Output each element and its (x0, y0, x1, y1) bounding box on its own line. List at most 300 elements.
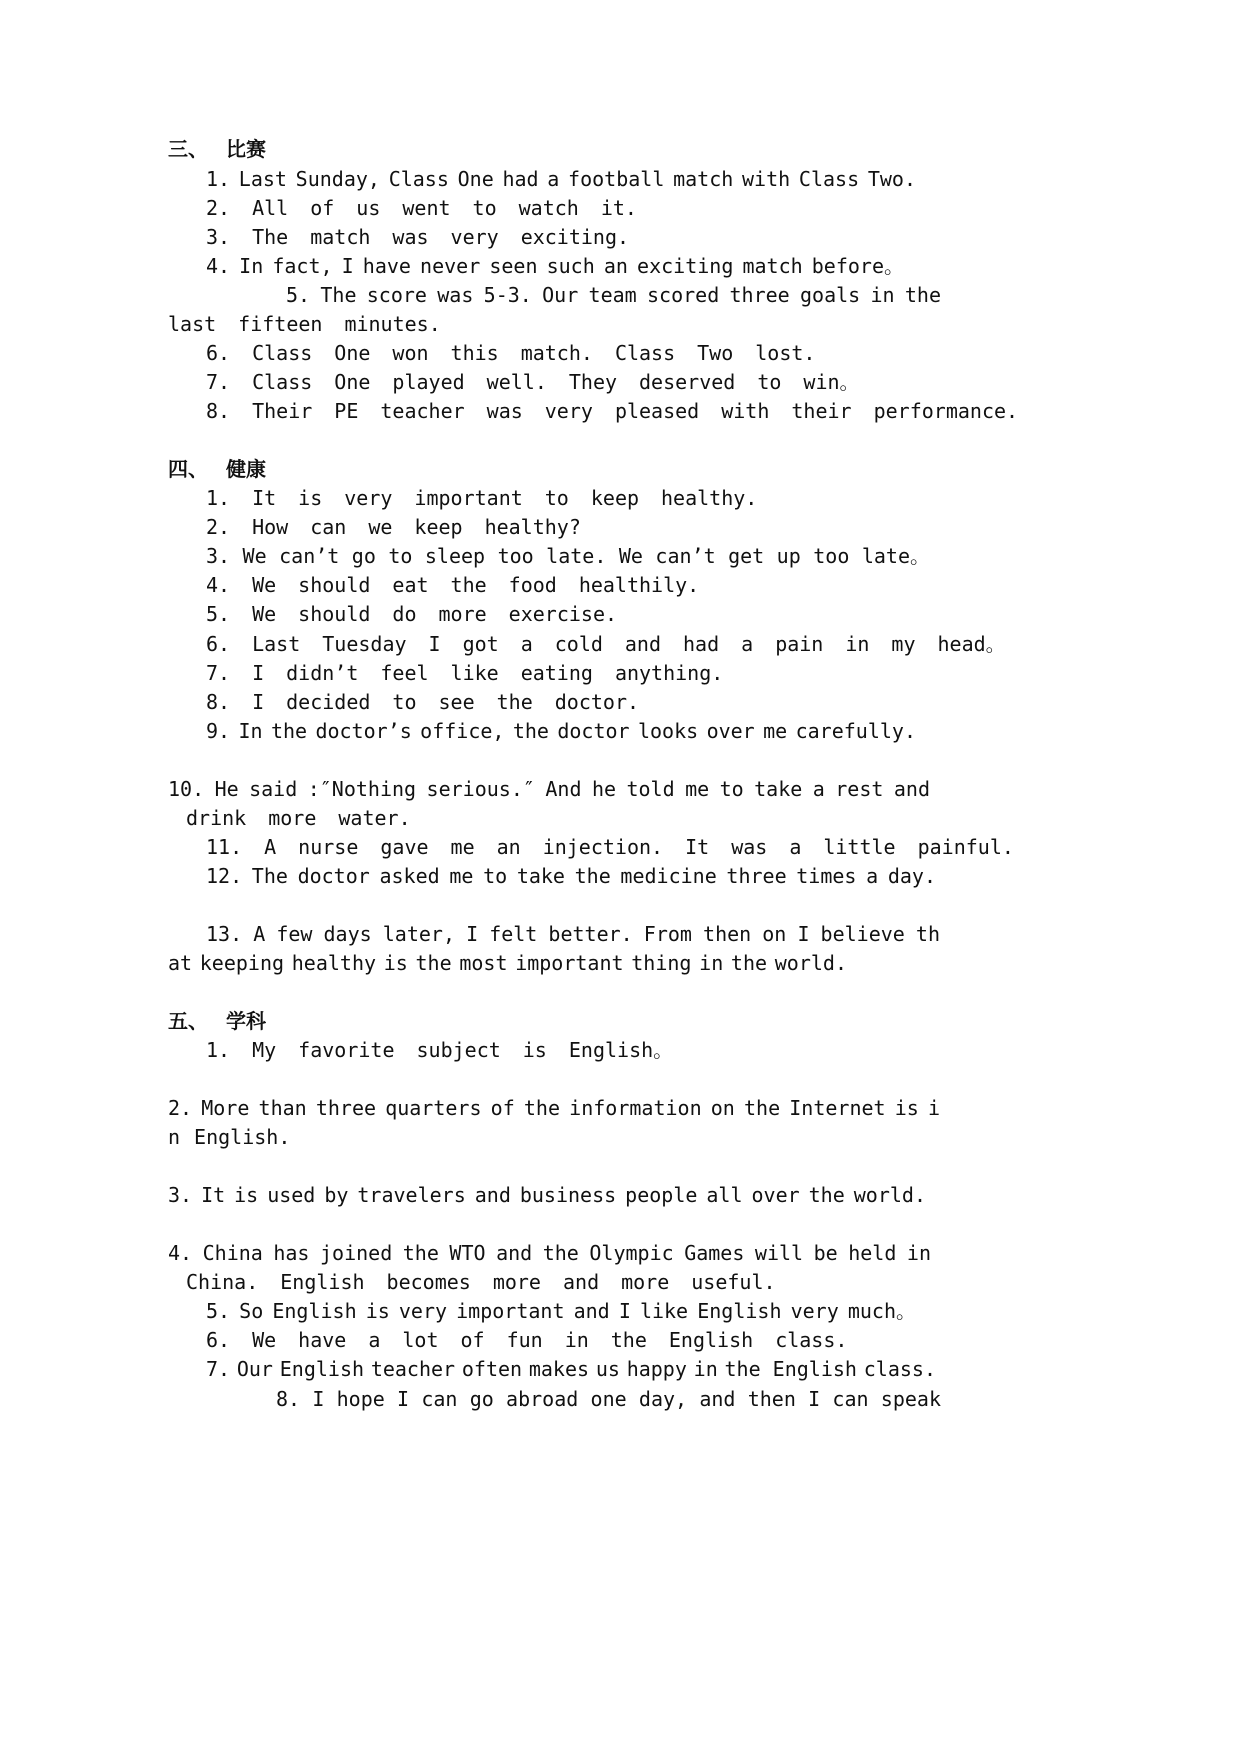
text-line (0, 657, 1241, 689)
word: to (757, 370, 782, 394)
word: minutes. (344, 312, 441, 336)
word: in (699, 951, 724, 975)
word: In (238, 719, 263, 743)
word: China (202, 1241, 263, 1265)
word: match. (520, 341, 593, 365)
word: go (469, 1387, 494, 1411)
word: English。 (568, 1038, 674, 1062)
word: can (832, 1387, 869, 1411)
word: We (242, 544, 267, 568)
word: had (683, 632, 720, 656)
word: all (706, 1183, 743, 1207)
word: the (730, 951, 768, 975)
word: me (449, 864, 474, 888)
word: and (496, 1241, 533, 1265)
word: decided (286, 690, 371, 714)
word: 5. (206, 602, 231, 626)
word: three (729, 283, 790, 307)
word: by (324, 1183, 349, 1207)
word: like (450, 661, 499, 685)
word: 3. (206, 544, 231, 568)
word: keep (590, 486, 640, 510)
word: do (392, 602, 417, 626)
word: the English (724, 1357, 857, 1381)
text-line (0, 482, 1241, 514)
word: day, (638, 1387, 688, 1411)
text-line (0, 540, 1241, 572)
word: abroad (506, 1387, 579, 1411)
word: was (731, 835, 768, 859)
word: will (754, 1241, 804, 1265)
word: doctor’s (315, 719, 412, 743)
word: The (252, 225, 289, 249)
word: take (516, 864, 565, 888)
word: I (466, 922, 479, 946)
word: From (643, 922, 692, 946)
word: cold (554, 632, 603, 656)
word: can (421, 1387, 458, 1411)
word: One (334, 341, 371, 365)
word: The (320, 283, 357, 307)
word: class. (863, 1357, 936, 1381)
word: before。 (811, 254, 904, 278)
word: 8. (206, 690, 231, 714)
word: in (564, 1328, 589, 1352)
word: late。 (861, 544, 930, 568)
word: gave (380, 835, 429, 859)
heading-number: 三、 (168, 137, 208, 161)
word: up (776, 544, 801, 568)
word: very (344, 486, 393, 510)
word: then (747, 1387, 796, 1411)
word: late. (546, 544, 607, 568)
word: We (252, 1328, 277, 1352)
word: told (626, 777, 675, 801)
word: be (813, 1241, 838, 1265)
word: can’t (655, 544, 716, 568)
word: Games (684, 1241, 745, 1265)
word: 5. (206, 1299, 231, 1323)
text-line (0, 831, 1241, 863)
word: I (252, 661, 265, 685)
word: is (383, 951, 408, 975)
word: It (252, 486, 277, 510)
word: looks (637, 719, 699, 743)
text-line (0, 337, 1241, 369)
word: pain (775, 632, 824, 656)
word: the (450, 573, 487, 597)
word: water. (338, 806, 411, 830)
word: Two (697, 341, 734, 365)
word: one (590, 1387, 627, 1411)
word: Internet (789, 1096, 886, 1120)
word: watch (518, 196, 579, 220)
word: 13. (206, 922, 243, 946)
word: a (741, 632, 754, 656)
word: Sunday, (295, 167, 380, 191)
word: is (365, 1299, 390, 1323)
word: and (573, 1299, 610, 1323)
word: played (392, 370, 465, 394)
word: three (726, 864, 787, 888)
word: days (323, 922, 372, 946)
word: One (457, 167, 494, 191)
word: and (562, 1270, 600, 1294)
word: Last (238, 167, 287, 191)
text-line (0, 1034, 1241, 1066)
word: better. (548, 922, 633, 946)
word: The (251, 864, 288, 888)
word: got (462, 632, 499, 656)
word: goals (800, 283, 861, 307)
word: food (508, 573, 557, 597)
word: he (591, 777, 617, 801)
word: 2. (168, 1096, 193, 1120)
word: too (813, 544, 850, 568)
text-line (0, 569, 1241, 601)
word: 1. (206, 1038, 231, 1062)
word: Class (614, 341, 676, 365)
word: the (904, 283, 941, 307)
word: deserved (639, 370, 736, 394)
word: drink (186, 806, 247, 830)
word: 8. (206, 399, 231, 423)
word: pleased (614, 399, 700, 423)
text-line (0, 802, 1241, 834)
word: Last (252, 632, 301, 656)
word: anything. (614, 661, 724, 685)
word: quarters (385, 1096, 482, 1120)
word: 1. (206, 486, 231, 510)
word: How (252, 515, 289, 539)
word: match (742, 254, 803, 278)
word: carefully. (795, 719, 916, 743)
word: 1. (206, 167, 231, 191)
word: believe (820, 922, 905, 946)
word: was (437, 283, 474, 307)
word: more (492, 1270, 541, 1294)
word: We (252, 573, 277, 597)
word: felt (489, 922, 538, 946)
word: to (388, 544, 413, 568)
word: more (438, 602, 487, 626)
word: then (703, 922, 752, 946)
word: hope (336, 1387, 385, 1411)
word: went (402, 196, 451, 220)
word: serious.″ (426, 777, 535, 801)
word: I (428, 632, 441, 656)
word: and (699, 1387, 736, 1411)
word: I (252, 690, 265, 714)
word: asked (379, 864, 440, 888)
text-line (0, 686, 1241, 718)
word: keeping (199, 951, 285, 975)
word: to (392, 690, 417, 714)
word: very (544, 399, 593, 423)
word: All (252, 196, 289, 220)
word: the (415, 951, 452, 975)
word: didn’t (286, 661, 359, 685)
word: happy (626, 1357, 687, 1381)
word: lot (402, 1328, 439, 1352)
word: a (866, 864, 879, 888)
word: can’t (279, 544, 340, 568)
word: Class (798, 167, 860, 191)
word: healthily. (578, 573, 700, 597)
heading-number: 四、 (168, 457, 208, 481)
word: A (264, 835, 277, 859)
word: doctor (557, 719, 630, 743)
word: medicine (620, 864, 717, 888)
word: 7. (206, 661, 231, 685)
word: we (368, 515, 393, 539)
word: class. (775, 1328, 848, 1352)
word: I (618, 1299, 631, 1323)
heading-number: 五、 (168, 1009, 208, 1033)
word: 6. (206, 632, 231, 656)
word: over (751, 1183, 800, 1207)
word: 12. (206, 864, 243, 888)
word: much。 (847, 1299, 916, 1323)
word: too (497, 544, 534, 568)
word: of (490, 1096, 515, 1120)
word: doctor. (554, 690, 640, 714)
word: In (239, 254, 264, 278)
word: A (253, 922, 266, 946)
word: in (693, 1357, 718, 1381)
word: scored (646, 283, 720, 307)
word: the (523, 1096, 561, 1120)
word: 7. (206, 370, 231, 394)
word: joined (319, 1241, 393, 1265)
text-line (0, 628, 1241, 660)
word: three (315, 1096, 377, 1120)
word: at (168, 951, 193, 975)
word: 3. (168, 1183, 193, 1207)
word: to (472, 196, 497, 220)
word: eat (392, 573, 429, 597)
text-line (0, 1121, 1241, 1153)
word: to (483, 864, 508, 888)
word: 4. (168, 1241, 193, 1265)
text-line (0, 918, 1241, 950)
word: me (450, 835, 475, 859)
word: well. (486, 370, 547, 394)
word: of (310, 196, 335, 220)
text-line (0, 1324, 1241, 1356)
word: go (351, 544, 376, 568)
word: 5-3. (483, 283, 532, 307)
word: healthy. (661, 486, 758, 510)
word: should (298, 573, 371, 597)
word: healthy? (484, 515, 581, 539)
word: fact, (272, 254, 333, 278)
word: held (848, 1241, 897, 1265)
word: us (356, 196, 381, 220)
word: is (298, 486, 323, 510)
word: :″Nothing (307, 777, 417, 801)
word: won (392, 341, 429, 365)
word: 2. (206, 196, 231, 220)
word: most (459, 951, 508, 975)
word: Class (388, 167, 449, 191)
text-line (0, 511, 1241, 543)
word: favorite (298, 1038, 395, 1062)
word: the (808, 1183, 845, 1207)
word: English (668, 1328, 754, 1352)
text-line (0, 1383, 1241, 1415)
word: it. (600, 196, 637, 220)
word: never (420, 254, 481, 278)
word: useful. (691, 1270, 776, 1294)
word: makes (528, 1357, 590, 1381)
word: 5. (286, 283, 311, 307)
text-line (0, 773, 1241, 805)
word: eating (520, 661, 593, 685)
word: PE (334, 399, 359, 423)
word: this (450, 341, 499, 365)
word: with (721, 399, 770, 423)
word: nurse (298, 835, 359, 859)
word: My (252, 1038, 277, 1062)
word: Tuesday (322, 632, 407, 656)
word: important (515, 951, 624, 975)
word: exciting. (520, 225, 630, 249)
text-line (0, 1179, 1241, 1211)
word: my (891, 632, 916, 656)
word: have (298, 1328, 347, 1352)
word: I (341, 254, 354, 278)
word: Two. (867, 167, 916, 191)
word: a (812, 777, 825, 801)
word: seen (489, 254, 538, 278)
word: injection. (542, 835, 664, 859)
word: times (796, 864, 857, 888)
text-line (0, 1266, 1241, 1298)
word: We (618, 544, 643, 568)
section-heading (0, 453, 1241, 485)
text-line (0, 715, 1241, 747)
word: 11. (206, 835, 243, 859)
word: the (270, 719, 308, 743)
word: feel (380, 661, 429, 685)
heading-title: 学科 (226, 1009, 266, 1033)
word: office, (420, 719, 505, 743)
heading-title: 比赛 (226, 137, 266, 161)
word: teacher (370, 1357, 456, 1381)
word: in (870, 283, 895, 307)
word: the (496, 690, 533, 714)
word: We (252, 602, 277, 626)
word: becomes (386, 1270, 471, 1294)
word: last (168, 312, 217, 336)
word: 6. (206, 341, 231, 365)
word: fifteen (238, 312, 323, 336)
word: had (502, 167, 539, 191)
word: the (512, 719, 549, 743)
word: English (272, 1299, 357, 1323)
text-line (0, 163, 1241, 195)
word: information (569, 1096, 702, 1120)
text-line (0, 1237, 1241, 1269)
word: doctor (297, 864, 370, 888)
word: is (894, 1096, 919, 1120)
word: win。 (803, 370, 860, 394)
word: like (639, 1299, 689, 1323)
word: important (414, 486, 523, 510)
word: Class (252, 370, 313, 394)
word: and (893, 777, 930, 801)
word: keep (414, 515, 463, 539)
word: 8. (276, 1387, 301, 1411)
word: an (603, 254, 628, 278)
word: a (789, 835, 802, 859)
word: to (719, 777, 744, 801)
word: fun (506, 1328, 543, 1352)
word: important (456, 1299, 565, 1323)
word: people (625, 1183, 698, 1207)
text-line (0, 395, 1241, 427)
word: on (762, 922, 787, 946)
word: match (310, 225, 371, 249)
word: English (279, 1357, 365, 1381)
word: football (568, 167, 665, 191)
word: than (258, 1096, 307, 1120)
word: exciting (637, 254, 734, 278)
word: China. (186, 1270, 259, 1294)
word: 7. (206, 1357, 231, 1381)
word: I (397, 1387, 410, 1411)
word: It (685, 835, 710, 859)
word: 3. (206, 225, 231, 249)
word: Their (252, 399, 313, 423)
word: So (239, 1299, 264, 1323)
text-line (0, 250, 1241, 282)
text-line (0, 947, 1241, 979)
word: rest (835, 777, 884, 801)
word: lost. (755, 341, 816, 365)
word: More (201, 1096, 250, 1120)
word: the (542, 1241, 579, 1265)
word: me (685, 777, 710, 801)
word: us (595, 1357, 620, 1381)
word: of (460, 1328, 485, 1352)
word: in (845, 632, 870, 656)
word: their (791, 399, 852, 423)
word: was (392, 225, 429, 249)
word: sleep (424, 544, 486, 568)
text-line (0, 221, 1241, 253)
word: a (520, 632, 533, 656)
heading-title: 健康 (226, 457, 266, 481)
word: business (519, 1183, 617, 1207)
word: with (742, 167, 791, 191)
word: used (267, 1183, 316, 1207)
word: 9. (206, 719, 231, 743)
word: more (268, 806, 317, 830)
text-line (0, 279, 1241, 311)
word: very (398, 1299, 448, 1323)
word: 4. (206, 573, 231, 597)
word: match (673, 167, 734, 191)
word: take (754, 777, 803, 801)
word: few (276, 922, 313, 946)
word: the (610, 1328, 647, 1352)
word: Our (236, 1357, 273, 1381)
word: head。 (937, 632, 1006, 656)
word: me (763, 719, 788, 743)
word: i (927, 1096, 940, 1120)
